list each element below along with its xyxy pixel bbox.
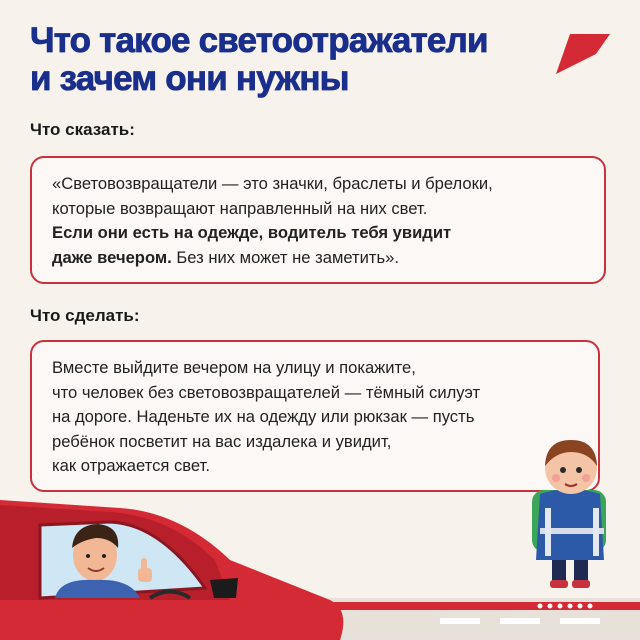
car-illustration — [0, 500, 343, 640]
flag-logo-icon — [556, 34, 610, 74]
page-title — [30, 22, 550, 98]
card-do-line: ребёнок посветит на вас издалека и увидит, — [52, 431, 392, 451]
card-say-line-1: «Световозвращатели — это значки, браслеты и брелоки, — [52, 174, 493, 193]
card-say-line-2: которые возвращают направленный на них свет. — [52, 198, 428, 218]
card-do-line: Вместе выйдите вечером на улицу и покажите, — [52, 358, 416, 377]
card-do-line: как отражается свет. — [52, 456, 210, 476]
section-label-say: Что сказать: — [30, 120, 135, 139]
card-say-line-4: даже вечером. Без них может не заметить». — [52, 247, 399, 267]
title-line-1: Что такое светоотражатели — [30, 21, 488, 60]
card-do-line: на дороге. Наденьте их на одежду или рюкзак — пусть — [52, 407, 475, 427]
driver-icon — [55, 524, 152, 598]
card-say — [30, 156, 606, 284]
road-illustration — [300, 598, 640, 640]
card-say-line-3: Если они есть на одежде, водитель тебя увидит — [52, 223, 452, 243]
card-do — [30, 340, 600, 492]
section-label-do: Что сделать: — [30, 306, 140, 325]
card-do-line: что человек без световозвращателей — тёмный силуэт — [52, 382, 481, 402]
title-line-2: и зачем они нужны — [30, 59, 349, 98]
